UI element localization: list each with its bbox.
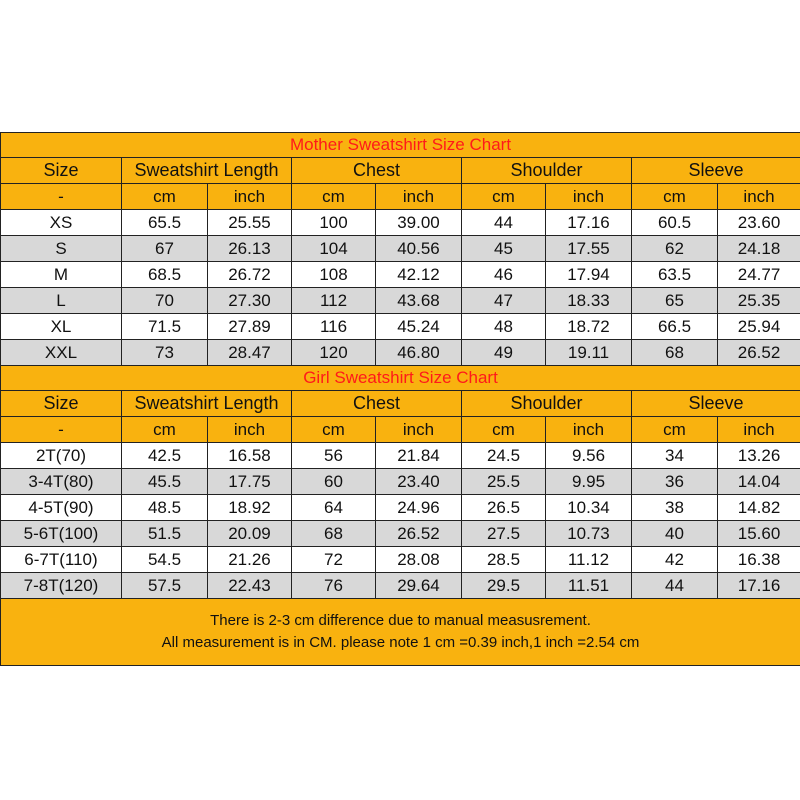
measurement-cell: 16.58 xyxy=(208,443,292,469)
measurement-cell: 16.38 xyxy=(718,547,800,573)
measurement-cell: 48 xyxy=(462,314,546,340)
measurement-cell: 104 xyxy=(292,236,376,262)
size-label-cell: 2T(70) xyxy=(1,443,122,469)
table-row xyxy=(1,521,800,547)
measurement-cell: 116 xyxy=(292,314,376,340)
measurement-cell: 23.40 xyxy=(376,469,462,495)
column-header: Chest xyxy=(292,391,462,417)
measurement-cell: 26.52 xyxy=(718,340,800,366)
measurement-cell: 24.18 xyxy=(718,236,800,262)
measurement-cell: 17.94 xyxy=(546,262,632,288)
size-label-cell: 3-4T(80) xyxy=(1,469,122,495)
measurement-cell: 40.56 xyxy=(376,236,462,262)
measurement-cell: 43.68 xyxy=(376,288,462,314)
mother-header-row xyxy=(1,158,800,184)
measurement-cell: 40 xyxy=(632,521,718,547)
measurement-cell: 26.5 xyxy=(462,495,546,521)
column-header: Shoulder xyxy=(462,158,632,184)
measurement-cell: 20.09 xyxy=(208,521,292,547)
measurement-cell: 76 xyxy=(292,573,376,599)
measurement-cell: 120 xyxy=(292,340,376,366)
table-row xyxy=(1,443,800,469)
measurement-cell: 27.5 xyxy=(462,521,546,547)
measurement-cell: 44 xyxy=(632,573,718,599)
column-header: Sweatshirt Length xyxy=(122,158,292,184)
girl-header-row xyxy=(1,391,800,417)
measurement-cell: 21.26 xyxy=(208,547,292,573)
table-row xyxy=(1,547,800,573)
column-header: Sleeve xyxy=(632,391,800,417)
table-row xyxy=(1,573,800,599)
note-line1: There is 2-3 cm difference due to manual measusrement. xyxy=(210,612,591,629)
girl-title-row xyxy=(1,366,800,391)
measurement-cell: 56 xyxy=(292,443,376,469)
unit-header: inch xyxy=(718,184,800,210)
measurement-cell: 24.77 xyxy=(718,262,800,288)
unit-header: cm xyxy=(462,184,546,210)
unit-header: cm xyxy=(122,184,208,210)
unit-header: inch xyxy=(376,417,462,443)
note-line2: All measurement is in CM. please note 1 cm =0.39 inch,1 inch =2.54 cm xyxy=(161,634,640,651)
size-label-cell: 5-6T(100) xyxy=(1,521,122,547)
unit-header: cm xyxy=(122,417,208,443)
unit-header: cm xyxy=(292,184,376,210)
measurement-cell: 71.5 xyxy=(122,314,208,340)
measurement-cell: 60 xyxy=(292,469,376,495)
measurement-cell: 22.43 xyxy=(208,573,292,599)
column-header: Sweatshirt Length xyxy=(122,391,292,417)
measurement-cell: 45 xyxy=(462,236,546,262)
measurement-cell: 42.5 xyxy=(122,443,208,469)
size-chart-sheet xyxy=(0,132,800,666)
unit-header: cm xyxy=(632,184,718,210)
measurement-cell: 24.96 xyxy=(376,495,462,521)
measurement-cell: 18.92 xyxy=(208,495,292,521)
size-label-cell: 7-8T(120) xyxy=(1,573,122,599)
size-label-cell: 6-7T(110) xyxy=(1,547,122,573)
measurement-cell: 10.73 xyxy=(546,521,632,547)
measurement-cell: 26.72 xyxy=(208,262,292,288)
size-label-cell: M xyxy=(1,262,122,288)
measurement-cell: 49 xyxy=(462,340,546,366)
measurement-cell: 42 xyxy=(632,547,718,573)
measurement-cell: 18.33 xyxy=(546,288,632,314)
measurement-cell: 27.30 xyxy=(208,288,292,314)
measurement-cell: 11.12 xyxy=(546,547,632,573)
measurement-cell: 25.55 xyxy=(208,210,292,236)
unit-header: cm xyxy=(632,417,718,443)
column-header: Shoulder xyxy=(462,391,632,417)
table-row xyxy=(1,314,800,340)
measurement-cell: 60.5 xyxy=(632,210,718,236)
size-label-cell: 4-5T(90) xyxy=(1,495,122,521)
measurement-cell: 17.16 xyxy=(546,210,632,236)
measurement-cell: 45.24 xyxy=(376,314,462,340)
measurement-cell: 112 xyxy=(292,288,376,314)
measurement-cell: 64 xyxy=(292,495,376,521)
measurement-cell: 9.56 xyxy=(546,443,632,469)
measurement-cell: 14.82 xyxy=(718,495,800,521)
girl-unit-row xyxy=(1,417,800,443)
measurement-cell: 63.5 xyxy=(632,262,718,288)
size-label-cell: XXL xyxy=(1,340,122,366)
column-header: Chest xyxy=(292,158,462,184)
measurement-cell: 24.5 xyxy=(462,443,546,469)
measurement-cell: 70 xyxy=(122,288,208,314)
measurement-cell: 46 xyxy=(462,262,546,288)
measurement-cell: 38 xyxy=(632,495,718,521)
measurement-cell: 46.80 xyxy=(376,340,462,366)
mother-title-row xyxy=(1,133,800,158)
measurement-cell: 10.34 xyxy=(546,495,632,521)
measurement-note xyxy=(1,599,800,666)
measurement-cell: 68 xyxy=(632,340,718,366)
mother-chart-title: Mother Sweatshirt Size Chart xyxy=(1,133,800,158)
measurement-cell: 51.5 xyxy=(122,521,208,547)
measurement-cell: 47 xyxy=(462,288,546,314)
measurement-cell: 62 xyxy=(632,236,718,262)
measurement-cell: 42.12 xyxy=(376,262,462,288)
note-row xyxy=(1,599,800,666)
measurement-cell: 26.52 xyxy=(376,521,462,547)
size-chart-body xyxy=(1,133,800,666)
table-row xyxy=(1,469,800,495)
measurement-cell: 73 xyxy=(122,340,208,366)
measurement-cell: 54.5 xyxy=(122,547,208,573)
unit-header: inch xyxy=(546,417,632,443)
measurement-cell: 28.08 xyxy=(376,547,462,573)
measurement-cell: 68.5 xyxy=(122,262,208,288)
measurement-cell: 18.72 xyxy=(546,314,632,340)
measurement-cell: 26.13 xyxy=(208,236,292,262)
measurement-cell: 11.51 xyxy=(546,573,632,599)
column-header: Size xyxy=(1,158,122,184)
measurement-cell: 25.5 xyxy=(462,469,546,495)
measurement-cell: 36 xyxy=(632,469,718,495)
measurement-cell: 34 xyxy=(632,443,718,469)
measurement-cell: 57.5 xyxy=(122,573,208,599)
measurement-cell: 65 xyxy=(632,288,718,314)
unit-header: inch xyxy=(718,417,800,443)
unit-header: inch xyxy=(546,184,632,210)
size-label-cell: S xyxy=(1,236,122,262)
unit-header: inch xyxy=(208,417,292,443)
table-row xyxy=(1,288,800,314)
measurement-cell: 108 xyxy=(292,262,376,288)
unit-header: cm xyxy=(462,417,546,443)
measurement-cell: 66.5 xyxy=(632,314,718,340)
measurement-cell: 65.5 xyxy=(122,210,208,236)
measurement-cell: 48.5 xyxy=(122,495,208,521)
size-chart-table xyxy=(0,132,800,666)
measurement-cell: 27.89 xyxy=(208,314,292,340)
unit-header: cm xyxy=(292,417,376,443)
measurement-cell: 17.55 xyxy=(546,236,632,262)
unit-header: - xyxy=(1,184,122,210)
measurement-cell: 23.60 xyxy=(718,210,800,236)
table-row xyxy=(1,262,800,288)
measurement-cell: 39.00 xyxy=(376,210,462,236)
measurement-cell: 29.64 xyxy=(376,573,462,599)
column-header: Size xyxy=(1,391,122,417)
measurement-cell: 17.75 xyxy=(208,469,292,495)
table-row xyxy=(1,495,800,521)
girl-chart-title: Girl Sweatshirt Size Chart xyxy=(1,366,800,391)
table-row xyxy=(1,340,800,366)
measurement-cell: 29.5 xyxy=(462,573,546,599)
measurement-cell: 17.16 xyxy=(718,573,800,599)
size-label-cell: XS xyxy=(1,210,122,236)
table-row xyxy=(1,236,800,262)
mother-unit-row xyxy=(1,184,800,210)
measurement-cell: 19.11 xyxy=(546,340,632,366)
measurement-cell: 45.5 xyxy=(122,469,208,495)
column-header: Sleeve xyxy=(632,158,800,184)
measurement-cell: 21.84 xyxy=(376,443,462,469)
unit-header: inch xyxy=(208,184,292,210)
measurement-cell: 100 xyxy=(292,210,376,236)
measurement-cell: 14.04 xyxy=(718,469,800,495)
measurement-cell: 44 xyxy=(462,210,546,236)
measurement-cell: 28.5 xyxy=(462,547,546,573)
size-label-cell: L xyxy=(1,288,122,314)
unit-header: inch xyxy=(376,184,462,210)
measurement-cell: 25.35 xyxy=(718,288,800,314)
measurement-cell: 68 xyxy=(292,521,376,547)
measurement-cell: 67 xyxy=(122,236,208,262)
measurement-cell: 9.95 xyxy=(546,469,632,495)
measurement-cell: 28.47 xyxy=(208,340,292,366)
measurement-cell: 25.94 xyxy=(718,314,800,340)
table-row xyxy=(1,210,800,236)
measurement-cell: 13.26 xyxy=(718,443,800,469)
unit-header: - xyxy=(1,417,122,443)
size-label-cell: XL xyxy=(1,314,122,340)
measurement-cell: 15.60 xyxy=(718,521,800,547)
measurement-cell: 72 xyxy=(292,547,376,573)
